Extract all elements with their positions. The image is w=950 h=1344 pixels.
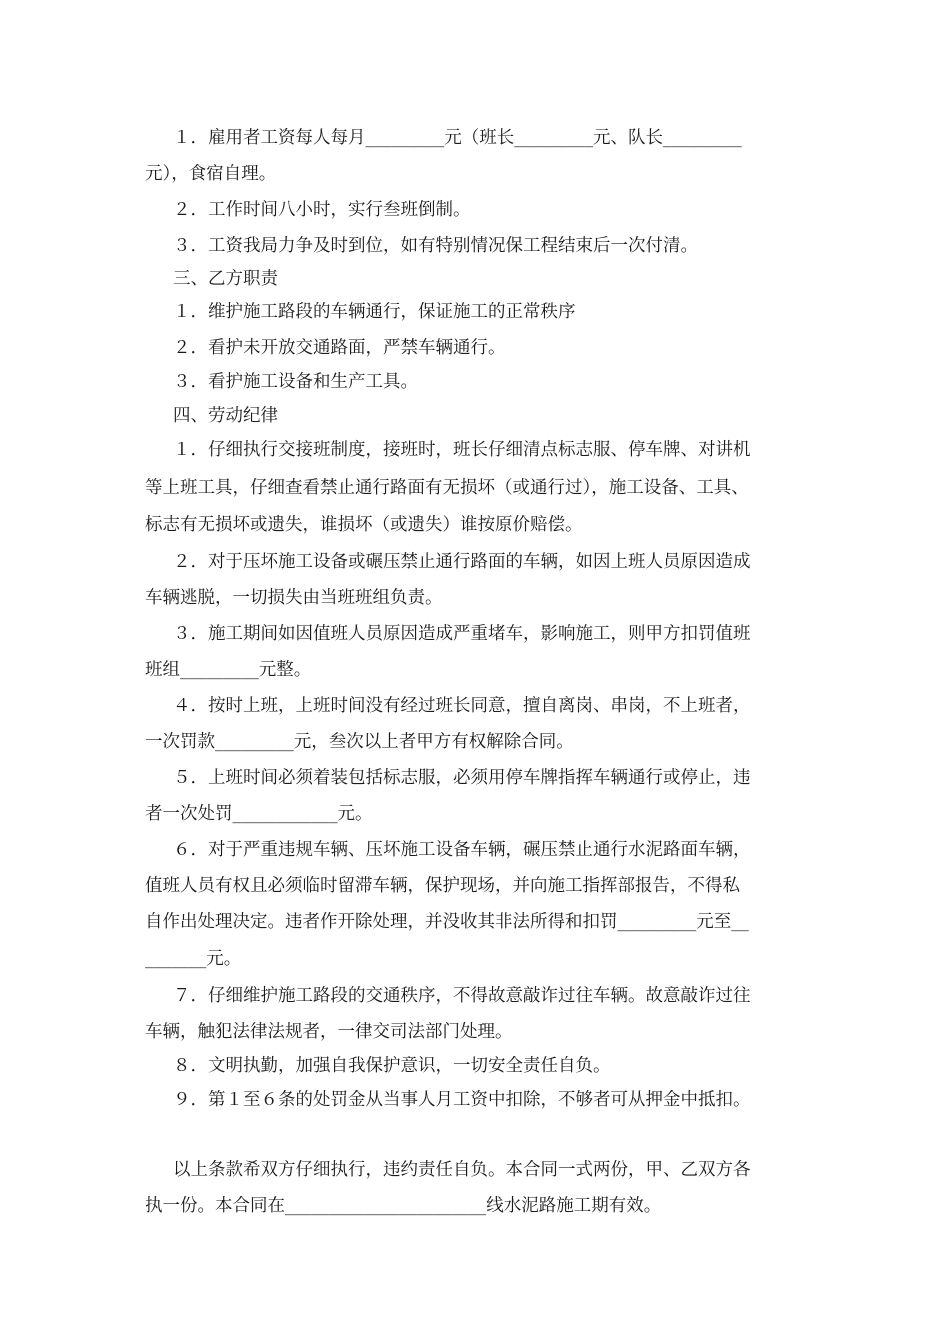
discipline-item-1-line-2: 等上班工具，仔细查看禁止通行路面有无损坏（或通行过），施工设备、工具、 [145, 478, 749, 498]
wage-clause-line-2: 元），食宿自理。 [145, 164, 277, 184]
discipline-item-3-line-1: ３．施工期间如因值班人员原因造成严重堵车，影响施工，则甲方扣罚值班 [173, 624, 751, 644]
discipline-item-5-line-2: 者一次处罚____________元。 [145, 804, 373, 824]
discipline-item-5-line-1: ５．上班时间必须着装包括标志服，必须用停车牌指挥车辆通行或停止，违 [173, 768, 751, 788]
section-heading-labor-discipline: 四、劳动纪律 [173, 406, 278, 426]
payment-clause: ３．工资我局力争及时到位，如有特别情况保工程结束后一次付清。 [173, 236, 698, 256]
discipline-item-1-line-3: 标志有无损坏或遗失，谁损坏（或遗失）谁按原价赔偿。 [145, 515, 583, 535]
closing-paragraph-line-1: 以上条款希双方仔细执行，违约责任自负。本合同一式两份，甲、乙双方各 [173, 1160, 751, 1180]
duty-item-3: ３．看护施工设备和生产工具。 [173, 372, 418, 392]
duty-item-2: ２．看护未开放交通路面，严禁车辆通行。 [173, 338, 506, 358]
closing-paragraph-line-2: 执一份。本合同在_______________________线水泥路施工期有效。 [145, 1196, 662, 1216]
discipline-item-4-line-2: 一次罚款_________元，叁次以上者甲方有权解除合同。 [145, 732, 574, 752]
discipline-item-2-line-2: 车辆逃脱，一切损失由当班班组负责。 [145, 588, 443, 608]
discipline-item-9: ９．第１至６条的处罚金从当事人月工资中扣除，不够者可从押金中抵扣。 [173, 1090, 751, 1110]
discipline-item-6-line-1: ６．对于严重违规车辆、压坏施工设备车辆，碾压禁止通行水泥路面车辆， [173, 840, 751, 860]
discipline-item-2-line-1: ２．对于压坏施工设备或碾压禁止通行路面的车辆，如因上班人员原因造成 [173, 552, 751, 572]
wage-clause-line-1: １．雇用者工资每人每月_________元（班长_________元、队长_________ [173, 128, 742, 148]
discipline-item-6-line-3: 自作出处理决定。违者作开除处理，并没收其非法所得和扣罚_________元至__ [145, 912, 749, 932]
section-heading-party-b-duties: 三、乙方职责 [173, 269, 278, 289]
discipline-item-6-line-2: 值班人员有权且必须临时留滞车辆，保护现场，并向施工指挥部报告，不得私 [145, 876, 740, 896]
discipline-item-4-line-1: ４．按时上班，上班时间没有经过班长同意，擅自离岗、串岗，不上班者， [173, 696, 751, 716]
discipline-item-8: ８．文明执勤，加强自我保护意识，一切安全责任自负。 [173, 1056, 611, 1076]
work-hours-clause: ２．工作时间八小时，实行叁班倒制。 [173, 200, 471, 220]
discipline-item-6-line-4: _______元。 [145, 949, 242, 969]
discipline-item-3-line-2: 班组_________元整。 [145, 660, 312, 680]
discipline-item-7-line-2: 车辆，触犯法律法规者，一律交司法部门处理。 [145, 1022, 513, 1042]
duty-item-1: １．维护施工路段的车辆通行，保证施工的正常秩序 [173, 302, 576, 322]
discipline-item-7-line-1: ７．仔细维护施工路段的交通秩序，不得故意敲诈过往车辆。故意敲诈过往 [173, 986, 751, 1006]
discipline-item-1-line-1: １．仔细执行交接班制度，接班时，班长仔细清点标志服、停车牌、对讲机 [173, 440, 751, 460]
